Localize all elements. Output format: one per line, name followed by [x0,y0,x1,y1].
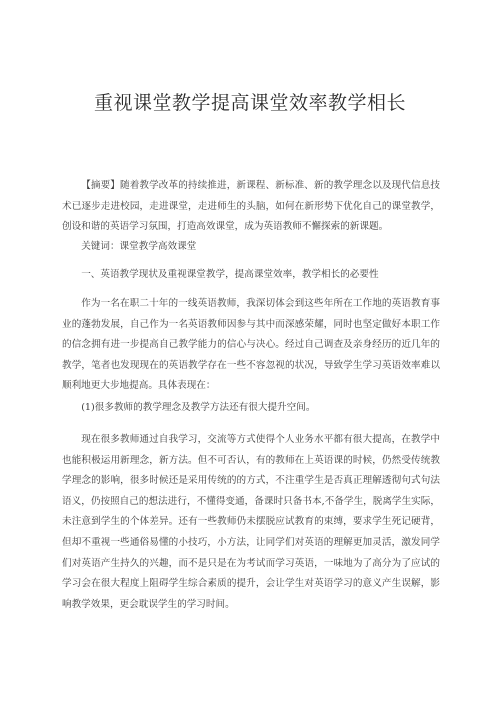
document-title: 重视课堂教学提高课堂效率教学相长 [93,92,406,114]
body-paragraph-1: 作为一名在职二十年的一线英语教师，我深切体会到这些年所在工作地的英语教育事业的蓬勃发展，自己作为一名英语教师因参与其中而深感荣耀，同时也坚定做好本职工作的信念拥有进一步提高自己教学能力的信心与决心。经过自己调查及亲身经历的近几年的教学，笔者也发现现在的英语教学存在一些不容忽视的状况，导致学生学习英语效率难以顺利地更大步地提高。具体表现在： [62,298,440,392]
keywords-line: 关键词：课堂教学高效课堂 [81,241,197,252]
section-heading: 一、英语教学现状及重视课堂教学，提高课堂效率，教学相长的必要性 [81,269,379,280]
body-paragraph-2: 现在很多教师通过自我学习，交流等方式使得个人业务水平都有很大提高，在教学中也能积极运用新理念，新方法。但不可否认，有的教师在上英语课的时候，仍然受传统教学理念的影响，很多时候还是采用传统的的方式，不注重学生是否真正理解透彻句式句法语义，仍按照自己的想法进行，不懂得变通，备课时只备书本,不备学生，脱离学生实际，未注意到学生的个体差异。还有一些教师仍未摆脱应试教育的束缚，要求学生死记硬背，但却不重视一些通俗易懂的小技巧，小方法，让同学们对英语的理解更加灵活，激发同学们对英语产生持久的兴趣，而不是只是在为考试而学习英语，一味地为了高分为了应试的学习会在很大程度上阻碍学生综合素质的提升，会让学生对英语学习的意义产生误解，影响教学效果，更会耽误学生的学习时间。 [62,434,440,610]
abstract-paragraph: 【摘要】随着教学改革的持续推进，新课程、新标准、新的教学理念以及现代信息技术已逐步走进校园，走进课堂，走进师生的头脑，如何在新形势下优化自己的课堂教学，创设和谐的英语学习氛围，打造高效课堂，成为英语教师不懈探索的新课题。 [62,180,440,233]
subheading-1: (1)很多教师的教学理念及教学方法还有很大提升空间。 [81,402,316,413]
